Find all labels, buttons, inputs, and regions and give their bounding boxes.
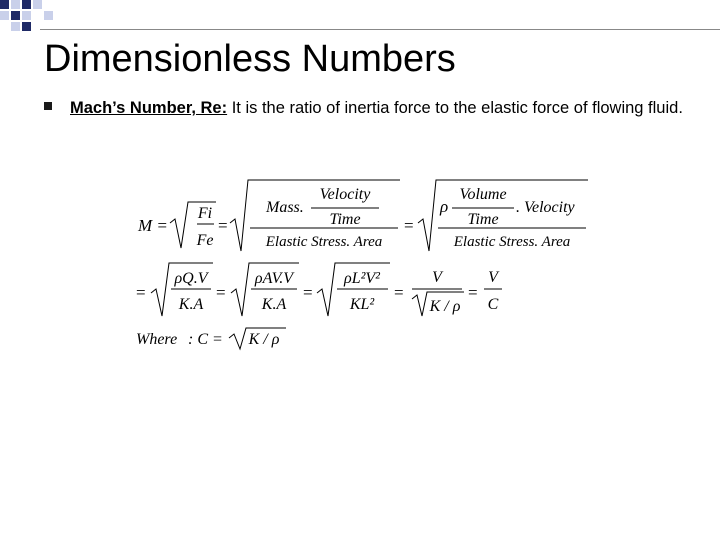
eq-ka-1: K.A xyxy=(178,296,204,313)
eq-rho-avv: ρAV.V xyxy=(254,270,294,287)
mach-number-equation xyxy=(136,176,596,360)
eq-c-def: : C = xyxy=(188,331,223,348)
eq-equals-4: = xyxy=(216,283,226,302)
eq-k-over-rho-2: K / ρ xyxy=(248,331,280,348)
eq-equals-1: = xyxy=(218,216,228,235)
eq-c: C xyxy=(487,296,499,313)
eq-kl2: KL² xyxy=(349,296,375,313)
eq-equals-3: = xyxy=(136,283,146,302)
corner-decoration xyxy=(0,0,60,40)
eq-v-2: V xyxy=(488,269,498,286)
eq-elastic-area-1: Elastic Stress. Area xyxy=(265,234,383,250)
eq-rho-l2v2: ρL²V² xyxy=(344,270,380,287)
eq-equals-7: = xyxy=(468,283,478,302)
eq-elastic-area-2: Elastic Stress. Area xyxy=(453,234,571,250)
eq-where: Where xyxy=(136,331,178,348)
eq-mass: Mass. xyxy=(266,199,304,216)
eq-equals-2: = xyxy=(404,216,414,235)
eq-dot-velocity: . Velocity xyxy=(516,199,575,216)
eq-k-over-rho-1: K / ρ xyxy=(429,298,461,315)
eq-velocity-1: Velocity xyxy=(319,186,371,203)
eq-time-2: Time xyxy=(467,211,499,228)
eq-equals-5: = xyxy=(303,283,313,302)
eq-time-1: Time xyxy=(329,211,361,228)
eq-v-1: V xyxy=(432,269,442,286)
eq-rho-qv: ρQ.V xyxy=(174,270,208,287)
eq-fi: Fi xyxy=(197,205,213,222)
eq-rho-1: ρ xyxy=(440,197,449,216)
bullet-lead: Mach’s Number, Re: xyxy=(70,99,228,117)
eq-equals-6: = xyxy=(394,283,404,302)
bullet-text xyxy=(70,96,700,120)
eq-ka-2: K.A xyxy=(261,296,287,313)
title-rule xyxy=(40,29,720,30)
slide-title: Dimensionless Numbers xyxy=(44,38,456,80)
eq-lhs: M = xyxy=(138,216,168,235)
eq-fe: Fe xyxy=(196,232,214,249)
eq-volume: Volume xyxy=(459,186,507,203)
bullet-body: It is the ratio of inertia force to the elastic force of flowing fluid. xyxy=(227,99,683,117)
bullet-icon xyxy=(44,102,52,110)
